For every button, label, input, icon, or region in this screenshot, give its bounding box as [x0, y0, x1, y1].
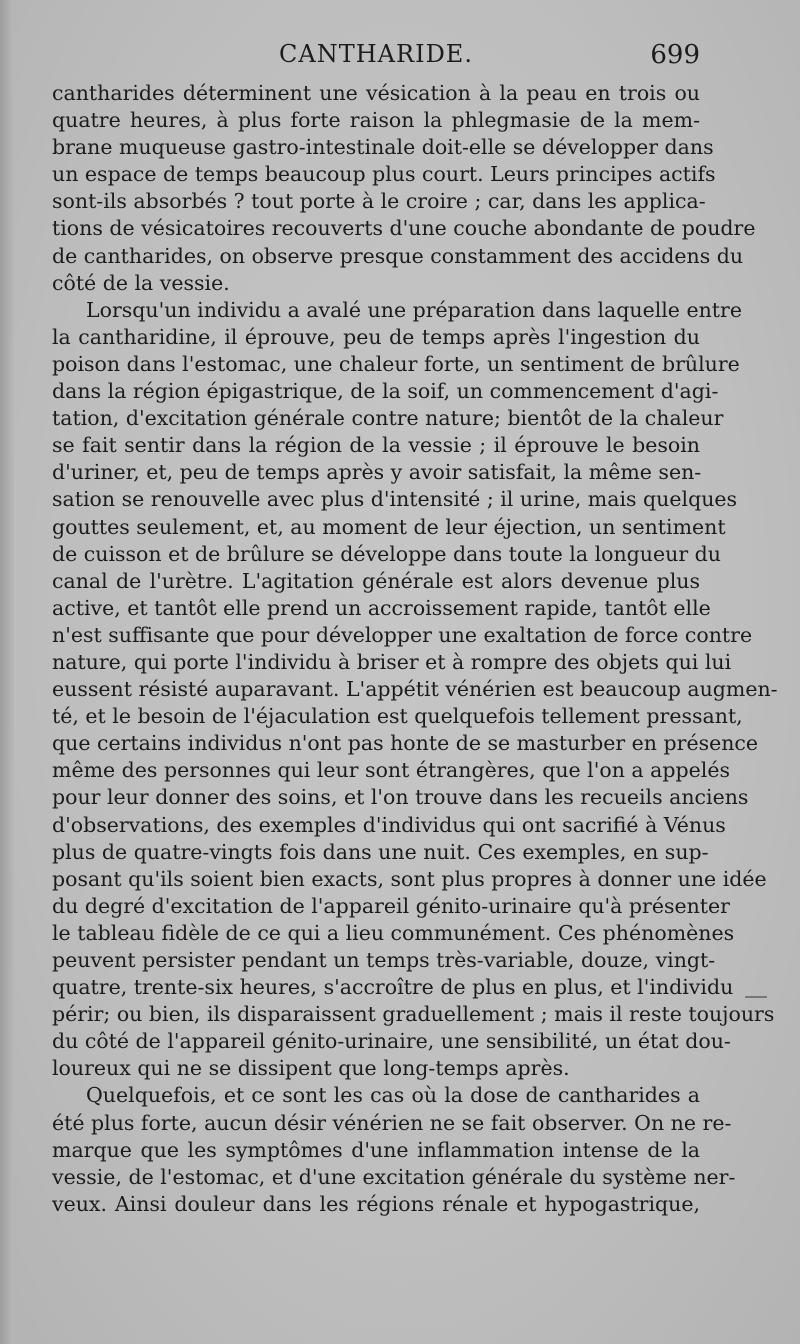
margin-mark	[745, 996, 767, 998]
text-line: active, et tantôt elle prend un accroissement rapide, tantôt elle	[52, 595, 711, 620]
text-line: cantharides déterminent une vésication à la peau en trois ou	[52, 81, 700, 105]
running-title: CANTHARIDE.	[279, 40, 473, 68]
text-line: de cantharides, on observe presque constamment des accidens du	[52, 243, 744, 268]
body-text	[52, 80, 778, 1218]
text-line: d'observations, des exemples d'individus qui ont sacrifié à Vénus	[52, 812, 726, 837]
text-line: quatre, trente-six heures, s'accroître de plus en plus, et l'individu	[52, 975, 734, 1000]
text-line: canal de l'urètre. L'agitation générale est alors devenue plus	[52, 568, 700, 593]
text-line: que certains individus n'ont pas honte de se masturber en présence	[52, 731, 759, 756]
text-line: eussent résisté auparavant. L'appétit vénérien est beaucoup augmen-	[52, 677, 778, 702]
text-line: sont-ils absorbés ? tout porte à le croire ; car, dans les applica-	[52, 189, 706, 214]
text-line: d'uriner, et, peu de temps après y avoir satisfait, la même sen-	[52, 460, 702, 485]
text-line: nature, qui porte l'individu à briser et à rompre des objets qui lui	[52, 649, 732, 674]
page-header	[52, 40, 700, 76]
text-line: même des personnes qui leur sont étrangères, que l'on a appelés	[52, 758, 730, 783]
text-line: de cuisson et de brûlure se développe dans toute la longueur du	[52, 541, 721, 566]
text-line: un espace de temps beaucoup plus court. Leurs principes actifs	[52, 162, 716, 187]
text-line: peuvent persister pendant un temps très-variable, douze, vingt-	[52, 948, 716, 972]
text-line: plus de quatre-vingts fois dans une nuit. Ces exemples, en sup-	[52, 839, 709, 864]
text-line: dans la région épigastrique, de la soif, un commencement d'agi-	[52, 379, 719, 404]
text-line: du degré d'excitation de l'appareil génito-urinaire qu'à présenter	[52, 893, 730, 918]
text-line: Quelquefois, et ce sont les cas où la dose de cantharides a	[86, 1083, 700, 1108]
text-line: loureux qui ne se dissipent que long-temps après.	[52, 1056, 570, 1081]
text-line: pour leur donner des soins, et l'on trouve dans les recueils anciens	[52, 785, 749, 810]
text-line: tation, d'excitation générale contre nature; bientôt de la chaleur	[52, 406, 724, 431]
text-line: vessie, de l'estomac, et d'une excitation générale du système ner-	[52, 1164, 736, 1189]
text-line: posant qu'ils soient bien exacts, sont plus propres à donner une idée	[52, 866, 767, 891]
text-line: brane muqueuse gastro-intestinale doit-elle se développer dans	[52, 135, 714, 160]
text-line: se fait sentir dans la région de la vessie ; il éprouve le besoin	[52, 433, 700, 458]
text-line: tions de vésicatoires recouverts d'une couche abondante de poudre	[52, 216, 756, 241]
text-line: poison dans l'estomac, une chaleur forte, un sentiment de brûlure	[52, 351, 740, 376]
text-line: Lorsqu'un individu a avalé une préparation dans laquelle entre	[86, 297, 742, 322]
text-line: le tableau fidèle de ce qui a lieu communément. Ces phénomènes	[52, 920, 735, 945]
text-line: gouttes seulement, et, au moment de leur éjection, un sentiment	[52, 514, 726, 539]
page-number: 699	[650, 40, 700, 70]
text-line: côté de la vessie.	[52, 270, 230, 295]
text-line: sation se renouvelle avec plus d'intensité ; il urine, mais quelques	[52, 487, 738, 512]
text-line: quatre heures, à plus forte raison la phlegmasie de la mem-	[52, 108, 700, 133]
text-line: du côté de l'appareil génito-urinaire, une sensibilité, un état dou-	[52, 1029, 731, 1054]
text-line: veux. Ainsi douleur dans les régions rénale et hypogastrique,	[52, 1191, 700, 1216]
text-line: marque que les symptômes d'une inflammation intense de la	[52, 1137, 700, 1162]
text-line: été plus forte, aucun désir vénérien ne se fait observer. On ne re-	[52, 1110, 732, 1135]
text-line: té, et le besoin de l'éjaculation est quelquefois tellement pressant,	[52, 704, 743, 729]
text-line: la cantharidine, il éprouve, peu de temps après l'ingestion du	[52, 324, 700, 349]
text-line: n'est suffisante que pour développer une exaltation de force contre	[52, 622, 753, 647]
page-gutter-shadow	[0, 0, 14, 1344]
text-line: périr; ou bien, ils disparaissent graduellement ; mais il reste toujours	[52, 1002, 775, 1027]
